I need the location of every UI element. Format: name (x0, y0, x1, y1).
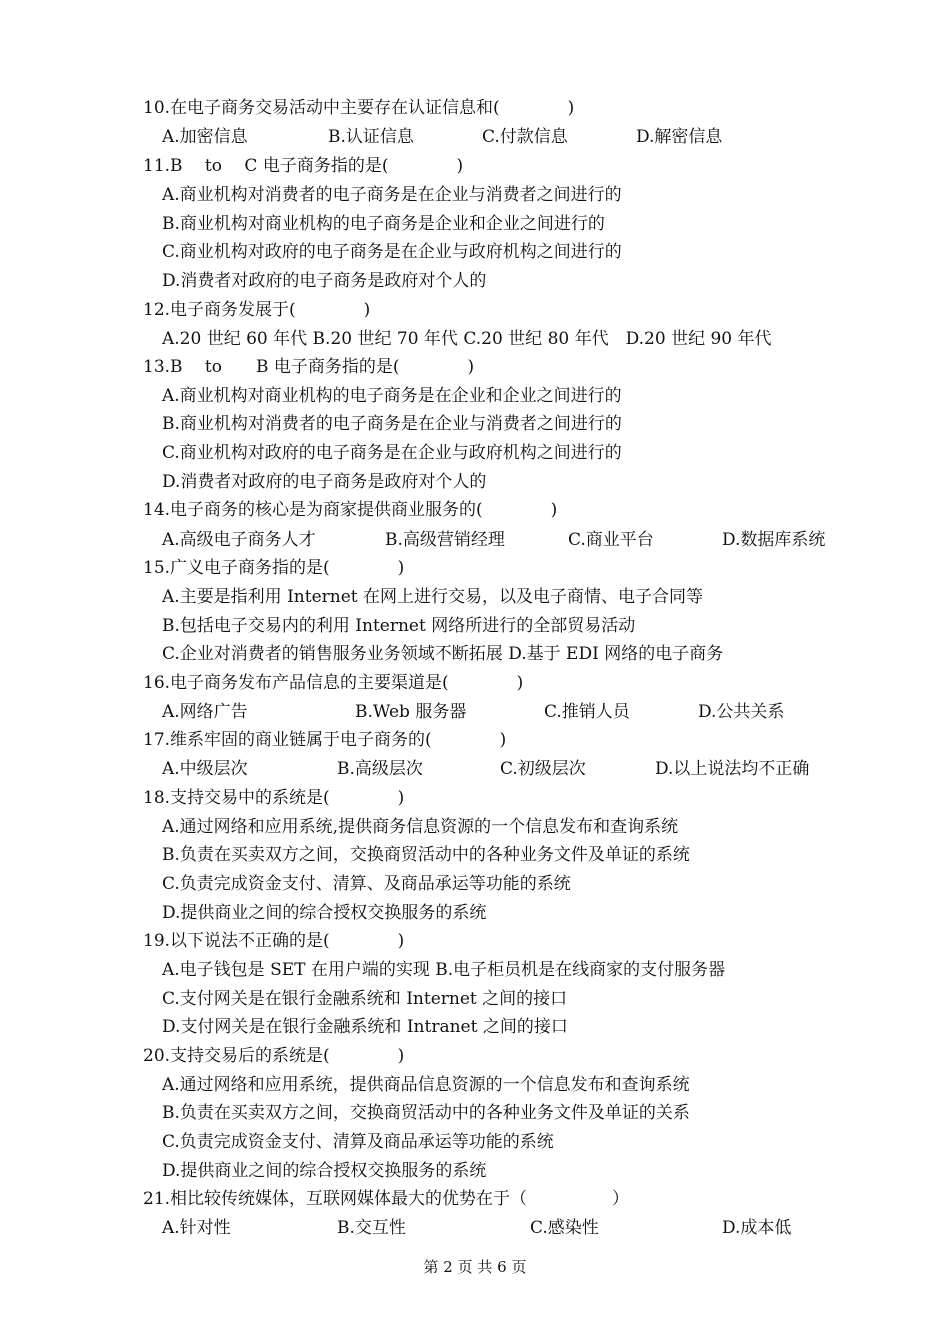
q20-option-a: A.通过网络和应用系统，提供商品信息资源的一个信息发布和查询系统 (162, 1075, 690, 1095)
q13-option-a: A.商业机构对商业机构的电子商务是在企业和企业之间进行的 (162, 386, 622, 406)
q14-option-c: C.商业平台 (568, 530, 654, 550)
q10-option-c: C.付款信息 (482, 127, 568, 147)
q15-option-b: B.包括电子交易内的利用 Internet 网络所进行的全部贸易活动 (162, 616, 636, 636)
q21-option-a: A.针对性 (162, 1218, 231, 1238)
q11-option-d: D.消费者对政府的电子商务是政府对个人的 (162, 271, 487, 291)
q12-options: A.20 世纪 60 年代 B.20 世纪 70 年代 C.20 世纪 80 年代 D.20 世纪 90 年代 (162, 329, 772, 349)
q17-option-a: A.中级层次 (162, 759, 248, 779)
q13-option-c: C.商业机构对政府的电子商务是在企业与政府机构之间进行的 (162, 443, 622, 463)
q18-option-c: C.负责完成资金支付、清算、及商品承运等功能的系统 (162, 874, 571, 894)
q19-option-d: D.支付网关是在银行金融系统和 Intranet 之间的接口 (162, 1017, 568, 1037)
q14-option-b: B.高级营销经理 (385, 530, 505, 550)
q10-option-d: D.解密信息 (636, 127, 723, 147)
q17-option-b: B.高级层次 (337, 759, 423, 779)
question-20-stem: 20.支持交易后的系统是( ) (143, 1046, 405, 1066)
q19-option-ab: A.电子钱包是 SET 在用户端的实现 B.电子柜员机是在线商家的支付服务器 (162, 960, 726, 980)
question-17-stem: 17.维系牢固的商业链属于电子商务的( ) (143, 730, 507, 750)
q13-option-d: D.消费者对政府的电子商务是政府对个人的 (162, 472, 487, 492)
q10-option-b: B.认证信息 (328, 127, 414, 147)
q20-option-b: B.负责在买卖双方之间，交换商贸活动中的各种业务文件及单证的关系 (162, 1103, 690, 1123)
question-18-stem: 18.支持交易中的系统是( ) (143, 788, 405, 808)
question-11-stem: 11.B to C 电子商务指的是( ) (143, 156, 464, 176)
q14-option-a: A.高级电子商务人才 (162, 530, 316, 550)
question-15-stem: 15.广义电子商务指的是( ) (143, 558, 405, 578)
question-13-stem: 13.B to B 电子商务指的是( ) (143, 357, 475, 377)
q21-option-c: C.感染性 (530, 1218, 599, 1238)
q18-option-a: A.通过网络和应用系统,提供商务信息资源的一个信息发布和查询系统 (162, 817, 679, 837)
question-19-stem: 19.以下说法不正确的是( ) (143, 931, 405, 951)
q11-option-c: C.商业机构对政府的电子商务是在企业与政府机构之间进行的 (162, 242, 622, 262)
page-footer: 第 2 页 共 6 页 (423, 1258, 527, 1276)
q16-option-d: D.公共关系 (698, 702, 785, 722)
question-14-stem: 14.电子商务的核心是为商家提供商业服务的( ) (143, 500, 558, 520)
q19-option-c: C.支付网关是在银行金融系统和 Internet 之间的接口 (162, 989, 568, 1009)
q10-option-a: A.加密信息 (162, 127, 248, 147)
q17-option-c: C.初级层次 (500, 759, 586, 779)
q15-option-a: A.主要是指利用 Internet 在网上进行交易，以及电子商情、电子合同等 (162, 587, 704, 607)
q21-option-d: D.成本低 (722, 1218, 792, 1238)
q16-option-a: A.网络广告 (162, 702, 248, 722)
q20-option-c: C.负责完成资金支付、清算及商品承运等功能的系统 (162, 1132, 554, 1152)
question-16-stem: 16.电子商务发布产品信息的主要渠道是( ) (143, 673, 524, 693)
q15-option-cd: C.企业对消费者的销售服务业务领域不断拓展 D.基于 EDI 网络的电子商务 (162, 644, 724, 664)
q18-option-b: B.负责在买卖双方之间，交换商贸活动中的各种业务文件及单证的系统 (162, 845, 690, 865)
q11-option-a: A.商业机构对消费者的电子商务是在企业与消费者之间进行的 (162, 185, 622, 205)
q11-option-b: B.商业机构对商业机构的电子商务是企业和企业之间进行的 (162, 214, 605, 234)
q16-option-c: C.推销人员 (544, 702, 630, 722)
q18-option-d: D.提供商业之间的综合授权交换服务的系统 (162, 903, 487, 923)
question-10-stem: 10.在电子商务交易活动中主要存在认证信息和( ) (143, 98, 575, 118)
q21-option-b: B.交互性 (337, 1218, 406, 1238)
question-12-stem: 12.电子商务发展于( ) (143, 300, 371, 320)
q20-option-d: D.提供商业之间的综合授权交换服务的系统 (162, 1161, 487, 1181)
q14-option-d: D.数据库系统 (722, 530, 826, 550)
q17-option-d: D.以上说法均不正确 (655, 759, 810, 779)
q16-option-b: B.Web 服务器 (355, 702, 467, 722)
q13-option-b: B.商业机构对消费者的电子商务是在企业与消费者之间进行的 (162, 414, 622, 434)
question-21-stem: 21.相比较传统媒体，互联网媒体最大的优势在于（ ） (143, 1189, 630, 1209)
